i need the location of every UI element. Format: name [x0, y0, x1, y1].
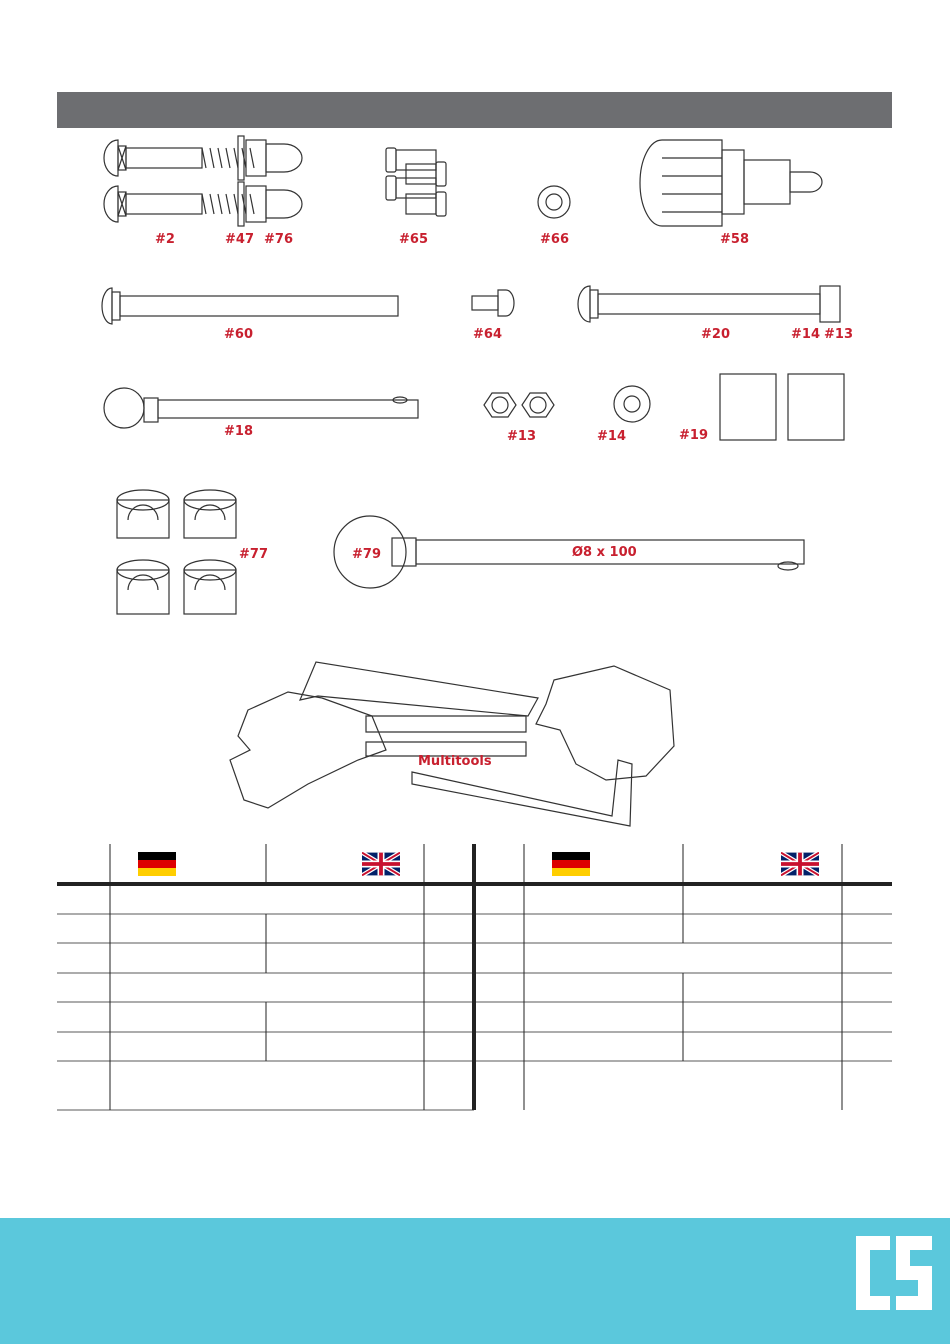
uk-flag-icon	[781, 852, 819, 876]
part-label-20: #20	[701, 327, 730, 342]
part-label-58: #58	[720, 232, 749, 247]
part-label-77: #77	[239, 547, 268, 562]
multitools-label: Multitools	[418, 754, 492, 769]
part-label-60: #60	[224, 327, 253, 342]
part-label-66: #66	[540, 232, 569, 247]
uk-flag-icon	[362, 852, 400, 876]
part-label-2: #2	[155, 232, 175, 247]
part-label-14b: #14	[597, 429, 626, 444]
part-label-14a: #14	[791, 327, 820, 342]
german-flag-icon	[138, 852, 176, 876]
part-label-47: #47	[225, 232, 254, 247]
pin-dimension-label: Ø8 x 100	[572, 545, 637, 560]
part-label-65: #65	[399, 232, 428, 247]
part-label-13b: #13	[507, 429, 536, 444]
part-label-76: #76	[264, 232, 293, 247]
page-footer	[0, 1218, 950, 1344]
part-label-18: #18	[224, 424, 253, 439]
part-label-64: #64	[473, 327, 502, 342]
part-label-13a: #13	[824, 327, 853, 342]
german-flag-icon	[552, 852, 590, 876]
part-label-79: #79	[352, 547, 381, 562]
cs-logo	[856, 1236, 932, 1310]
part-label-19: #19	[679, 428, 708, 443]
